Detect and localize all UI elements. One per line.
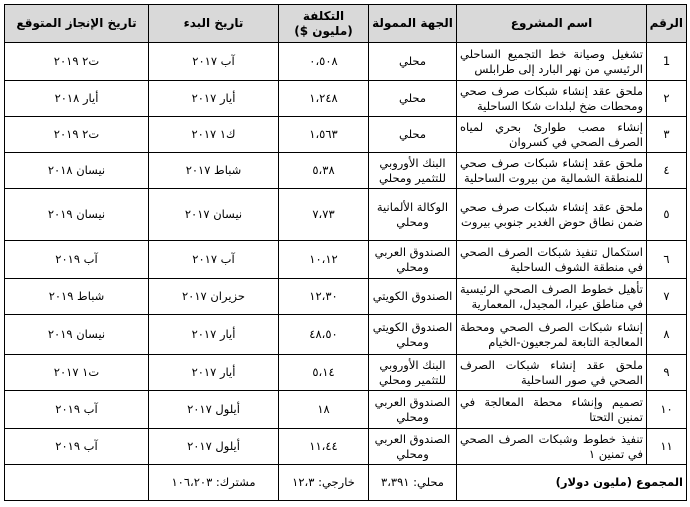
table-row — [5, 391, 687, 429]
table-row — [5, 315, 687, 355]
header-num: الرقم — [647, 5, 687, 43]
cell-name: ملحق عقد إنشاء شبكات صرف صحي ضمن نطاق حوض الغدير جنوبي بيروت — [457, 189, 647, 241]
cell-start: أيار ٢٠١٧ — [149, 315, 279, 355]
cell-funder: الصندوق الكويتي ومحلي — [369, 315, 457, 355]
header-cost: التكلفة (مليون $) — [279, 5, 369, 43]
cell-funder: الصندوق العربي ومحلي — [369, 429, 457, 465]
header-end: تاريخ الإنجاز المتوقع — [5, 5, 149, 43]
cell-name: تنفيذ خطوط وشبكات الصرف الصحي في تمنين ١ — [457, 429, 647, 465]
cell-num: ١٠ — [647, 391, 687, 429]
cell-num: ٧ — [647, 279, 687, 315]
cell-funder: البنك الأوروبي للتثمير ومحلي — [369, 153, 457, 189]
cell-cost: ٥،٣٨ — [279, 153, 369, 189]
cell-funder: محلي — [369, 81, 457, 117]
cell-funder: محلي — [369, 43, 457, 81]
cell-name: استكمال تنفيذ شبكات الصرف الصحي في منطقة الشوف الساحلية — [457, 241, 647, 279]
totals-joint: مشترك: ١٠٦،٢٠٣ — [149, 465, 279, 501]
totals-row — [5, 465, 687, 501]
totals-local: محلي: ٣،٣٩١ — [369, 465, 457, 501]
cell-num: ٩ — [647, 355, 687, 391]
cell-cost: ١٠،١٢ — [279, 241, 369, 279]
cell-funder: البنك الأوروبي للتثمير ومحلي — [369, 355, 457, 391]
cell-start: أيار ٢٠١٧ — [149, 355, 279, 391]
cell-end: نيسان ٢٠١٨ — [5, 153, 149, 189]
cell-cost: ١٨ — [279, 391, 369, 429]
cell-num: ٨ — [647, 315, 687, 355]
cell-num: 1 — [647, 43, 687, 81]
cell-cost: ١١،٤٤ — [279, 429, 369, 465]
cell-name: ملحق عقد إنشاء شبكات صرف صحي للمنطقة الشمالية من بيروت الساحلية — [457, 153, 647, 189]
cell-end: نيسان ٢٠١٩ — [5, 315, 149, 355]
cell-end: أيار ٢٠١٨ — [5, 81, 149, 117]
cell-cost: ١،٢٤٨ — [279, 81, 369, 117]
cell-start: آب ٢٠١٧ — [149, 241, 279, 279]
cell-start: نيسان ٢٠١٧ — [149, 189, 279, 241]
cell-end: شباط ٢٠١٩ — [5, 279, 149, 315]
totals-empty — [5, 465, 149, 501]
cell-num: ٣ — [647, 117, 687, 153]
cell-num: ١١ — [647, 429, 687, 465]
cell-funder: محلي — [369, 117, 457, 153]
cell-name: ملحق عقد إنشاء شبكات الصرف الصحي في صور الساحلية — [457, 355, 647, 391]
cell-cost: ١٢،٣٠ — [279, 279, 369, 315]
cell-funder: الوكالة الألمانية ومحلي — [369, 189, 457, 241]
cell-cost: ٤٨،٥٠ — [279, 315, 369, 355]
cell-num: ٥ — [647, 189, 687, 241]
cell-end: ت١ ٢٠١٧ — [5, 355, 149, 391]
cell-funder: الصندوق العربي ومحلي — [369, 241, 457, 279]
totals-external: خارجي: ١٢،٣ — [279, 465, 369, 501]
cell-num: ٢ — [647, 81, 687, 117]
cell-start: آب ٢٠١٧ — [149, 43, 279, 81]
cell-start: ك١ ٢٠١٧ — [149, 117, 279, 153]
cell-end: آب ٢٠١٩ — [5, 429, 149, 465]
table-row — [5, 43, 687, 81]
cell-name: إنشاء شبكات الصرف الصحي ومحطة المعالجة التابعة لمرجعيون-الخيام — [457, 315, 647, 355]
cell-end: نيسان ٢٠١٩ — [5, 189, 149, 241]
cell-cost: ٧،٧٣ — [279, 189, 369, 241]
cell-end: ت٢ ٢٠١٩ — [5, 43, 149, 81]
header-start: تاريخ البدء — [149, 5, 279, 43]
cell-cost: ٠،٥٠٨ — [279, 43, 369, 81]
cell-start: أيلول ٢٠١٧ — [149, 391, 279, 429]
table-row — [5, 279, 687, 315]
header-funder: الجهة الممولة — [369, 5, 457, 43]
cell-funder: الصندوق الكويتي — [369, 279, 457, 315]
cell-end: ت٢ ٢٠١٩ — [5, 117, 149, 153]
cell-end: آب ٢٠١٩ — [5, 391, 149, 429]
cell-end: آب ٢٠١٩ — [5, 241, 149, 279]
projects-table — [4, 4, 687, 501]
cell-start: حزيران ٢٠١٧ — [149, 279, 279, 315]
cell-start: شباط ٢٠١٧ — [149, 153, 279, 189]
cell-name: تصميم وإنشاء محطة المعالجة في تمنين التحتا — [457, 391, 647, 429]
table-row — [5, 153, 687, 189]
cell-cost: ١،٥٦٣ — [279, 117, 369, 153]
table-row — [5, 189, 687, 241]
table-row — [5, 117, 687, 153]
cell-name: إنشاء مصب طوارئ بحري لمياه الصرف الصحي في كسروان — [457, 117, 647, 153]
cell-num: ٦ — [647, 241, 687, 279]
cell-start: أيلول ٢٠١٧ — [149, 429, 279, 465]
table-row — [5, 81, 687, 117]
cell-num: ٤ — [647, 153, 687, 189]
cell-cost: ٥،١٤ — [279, 355, 369, 391]
cell-funder: الصندوق العربي ومحلي — [369, 391, 457, 429]
table-row — [5, 241, 687, 279]
table-body — [5, 43, 687, 465]
table-row — [5, 355, 687, 391]
cell-start: أيار ٢٠١٧ — [149, 81, 279, 117]
totals-label: المجموع (مليون دولار) — [457, 465, 687, 501]
header-name: اسم المشروع — [457, 5, 647, 43]
cell-name: ملحق عقد إنشاء شبكات صرف صحي ومحطات ضخ لبلدات شكا الساحلية — [457, 81, 647, 117]
header-row — [5, 5, 687, 43]
cell-name: تشغيل وصيانة خط التجميع الساحلي الرئيسي من نهر البارد إلى طرابلس — [457, 43, 647, 81]
cell-name: تأهيل خطوط الصرف الصحي الرئيسية في مناطق عيرا، المجيدل، المعمارية — [457, 279, 647, 315]
table-row — [5, 429, 687, 465]
